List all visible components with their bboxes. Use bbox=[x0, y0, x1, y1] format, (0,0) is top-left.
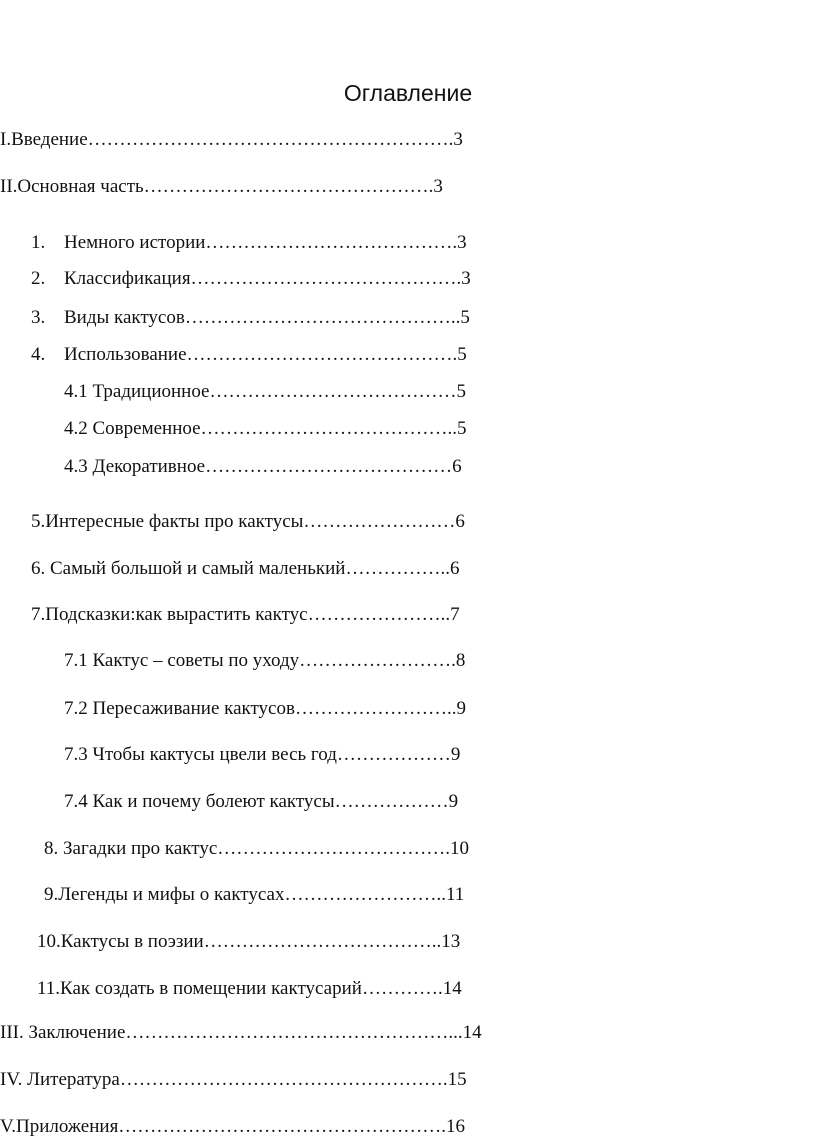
toc-entry-riddles bbox=[44, 838, 469, 860]
toc-entry-text: 7.1 Кактус – советы по уходу…………………….8 bbox=[64, 650, 466, 671]
toc-entry-modern bbox=[64, 418, 467, 440]
toc-entry-diseases bbox=[64, 791, 458, 813]
toc-entry-text: III. Заключение……………………………………………...14 bbox=[0, 1022, 482, 1043]
toc-entry-text: II.Основная часть……………………………………….3 bbox=[0, 176, 443, 197]
toc-entry-care-tips bbox=[64, 650, 465, 672]
toc-entry-text: 7.4 Как и почему болеют кактусы………………9 bbox=[64, 791, 459, 812]
toc-entry-biggest-smallest bbox=[31, 558, 459, 580]
toc-entry-text: 4.1 Традиционное…………………………………5 bbox=[64, 381, 466, 402]
toc-entry-text: Немного истории………………………………….3 bbox=[64, 232, 467, 253]
toc-entry-text: 7.3 Чтобы кактусы цвели весь год………………9 bbox=[64, 744, 461, 765]
toc-entry-text: Виды кактусов……………………………………..5 bbox=[64, 307, 470, 328]
toc-entry-text: 5.Интересные факты про кактусы……………………6 bbox=[31, 511, 465, 532]
toc-entry-types bbox=[31, 307, 470, 329]
toc-entry-text: 7.2 Пересаживание кактусов……………………..9 bbox=[64, 698, 466, 719]
toc-entry-text: 6. Самый большой и самый маленький……………..6 bbox=[31, 558, 460, 579]
toc-entry-introduction bbox=[0, 129, 463, 151]
toc-entry-conclusion bbox=[0, 1022, 482, 1044]
toc-entry-text: 7.Подсказки:как вырастить кактус…………………..7 bbox=[31, 604, 460, 625]
toc-entry-text: I.Введение………………………………………………….3 bbox=[0, 129, 463, 150]
toc-entry-number: 4. bbox=[31, 344, 46, 365]
toc-entry-repotting bbox=[64, 698, 466, 720]
toc-entry-appendices bbox=[0, 1116, 465, 1138]
toc-entry-cactusarium bbox=[37, 978, 462, 1000]
toc-entry-text: 10.Кактусы в поэзии………………………………..13 bbox=[37, 931, 461, 952]
toc-entry-blooming bbox=[64, 744, 460, 766]
toc-entry-literature bbox=[0, 1069, 467, 1091]
toc-entry-legends bbox=[44, 884, 464, 906]
toc-entry-classification bbox=[31, 268, 471, 290]
toc-entry-text: 8. Загадки про кактус……………………………….10 bbox=[44, 838, 470, 859]
toc-entry-text: 9.Легенды и мифы о кактусах……………………..11 bbox=[44, 884, 465, 905]
toc-entry-text: IV. Литература…………………………………………….15 bbox=[0, 1069, 467, 1090]
toc-entry-decorative bbox=[64, 456, 462, 478]
toc-entry-history bbox=[31, 232, 467, 254]
toc-entry-text: V.Приложения…………………………………………….16 bbox=[0, 1116, 466, 1137]
toc-entry-poetry bbox=[37, 931, 460, 953]
toc-entry-text: 11.Как создать в помещении кактусарий………….14 bbox=[37, 978, 462, 999]
toc-entry-text: Классификация…………………………………….3 bbox=[64, 268, 471, 289]
toc-entry-number: 3. bbox=[31, 307, 46, 328]
page-title: Оглавление bbox=[343, 80, 473, 106]
toc-entry-number: 1. bbox=[31, 232, 46, 253]
toc-entry-tips bbox=[31, 604, 460, 626]
toc-entry-text: 4.2 Современное…………………………………..5 bbox=[64, 418, 467, 439]
toc-entry-interesting-facts bbox=[31, 511, 465, 533]
toc-entry-text: 4.3 Декоративное…………………………………6 bbox=[64, 456, 462, 477]
toc-entry-main-part bbox=[0, 176, 443, 198]
toc-entry-traditional bbox=[64, 381, 466, 403]
toc-entry-usage bbox=[31, 344, 467, 366]
toc-entry-text: Использование…………………………………….5 bbox=[64, 344, 467, 365]
toc-entry-number: 2. bbox=[31, 268, 46, 289]
